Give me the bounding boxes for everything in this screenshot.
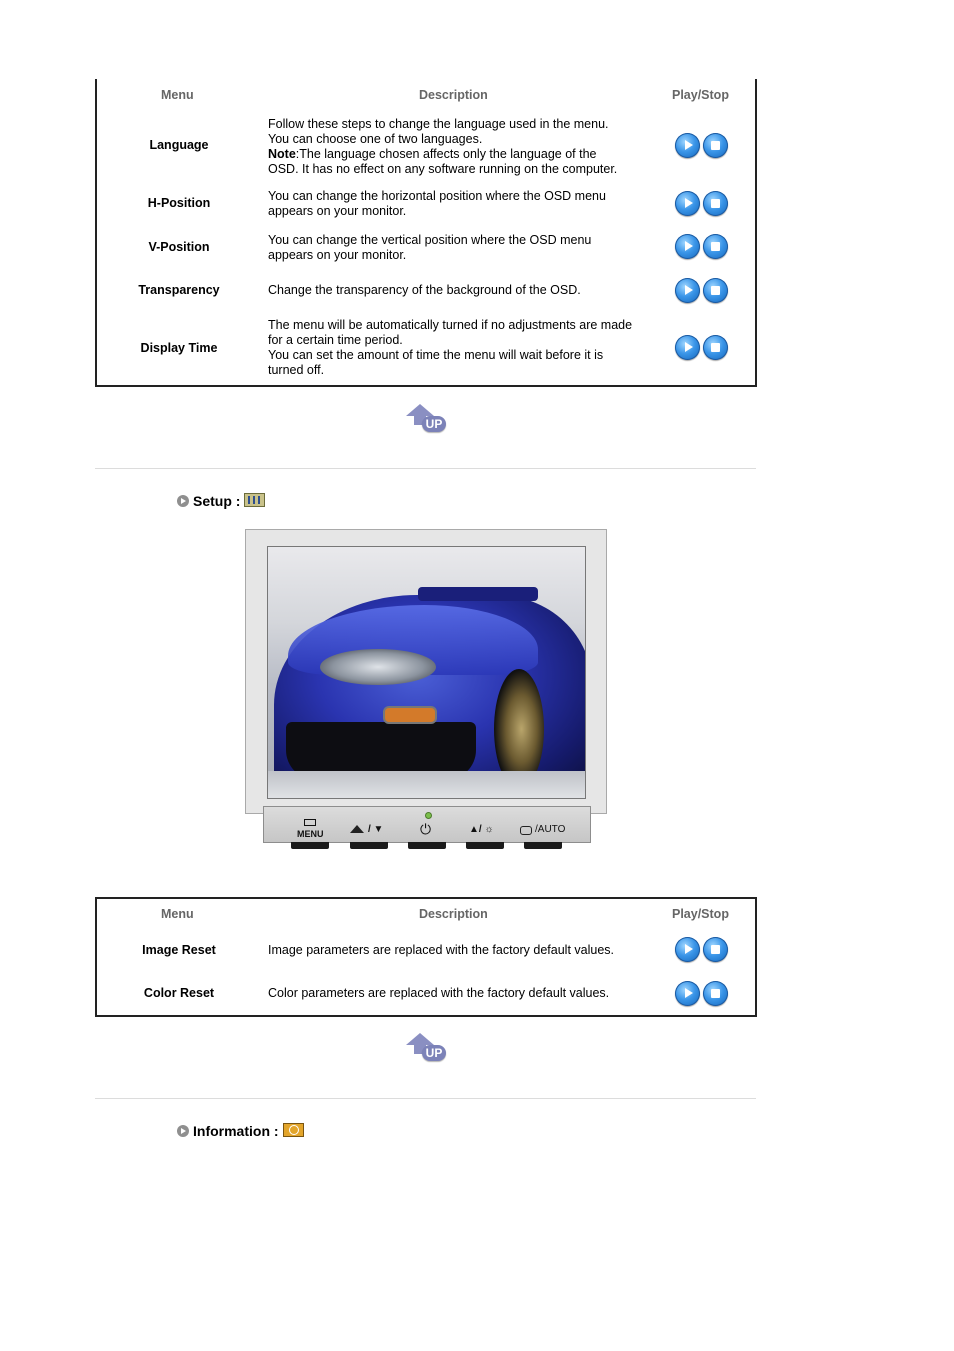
magic-bright-button-label: / ▼ xyxy=(368,824,384,835)
power-led xyxy=(425,812,432,819)
brightness-button-label: ▲/ ☼ xyxy=(469,824,494,835)
menu-button-label: MENU xyxy=(297,829,324,839)
stop-button[interactable] xyxy=(703,981,728,1006)
divider xyxy=(95,1098,756,1099)
monitor-illustration xyxy=(245,529,607,814)
divider xyxy=(95,468,756,469)
desc-display-time: The menu will be automatically turned if no adjustments are made for a certain time period. You can set the amount of time the menu will wait before it is turned off. xyxy=(268,318,633,377)
brightness-key[interactable] xyxy=(466,842,504,849)
stop-button[interactable] xyxy=(703,335,728,360)
header-play-stop: Play/Stop xyxy=(672,907,729,921)
stop-button[interactable] xyxy=(703,133,728,158)
menu-color-reset: Color Reset xyxy=(143,986,215,1000)
desc-language: Follow these steps to change the language used in the menu. You can choose one of two languages. Note:The language chosen affects only the language of the OSD. It has no effect on any software running on the computer. xyxy=(268,117,618,176)
auto-button-label: /AUTO xyxy=(535,824,566,835)
menu-key[interactable] xyxy=(291,842,329,849)
power-icon: ⏻ xyxy=(420,821,432,837)
enter-icon xyxy=(520,826,532,835)
desc-color-reset: Color parameters are replaced with the factory default values. xyxy=(268,986,610,1000)
setup-table xyxy=(95,897,757,1017)
auto-key[interactable] xyxy=(524,842,562,849)
desc-v-position: You can change the vertical position where the OSD menu appears on your monitor. xyxy=(268,233,592,262)
header-menu: Menu xyxy=(161,88,194,102)
information-icon xyxy=(283,1123,304,1137)
play-button[interactable] xyxy=(675,335,700,360)
arrow-circle-icon xyxy=(177,1125,189,1137)
back-to-top-link[interactable] xyxy=(406,404,448,434)
menu-image-reset: Image Reset xyxy=(142,943,216,957)
header-description: Description xyxy=(419,907,488,921)
desc-image-reset: Image parameters are replaced with the factory default values. xyxy=(268,943,615,957)
stop-button[interactable] xyxy=(703,191,728,216)
header-menu: Menu xyxy=(161,907,194,921)
power-key[interactable] xyxy=(408,842,446,849)
information-heading: Information : xyxy=(177,1122,304,1140)
magic-bright-icon xyxy=(350,825,364,833)
stop-button[interactable] xyxy=(703,937,728,962)
menu-language: Language xyxy=(149,138,209,152)
play-button[interactable] xyxy=(675,234,700,259)
h-position-controls xyxy=(675,191,733,217)
menu-transparency: Transparency xyxy=(138,283,220,297)
arrow-circle-icon xyxy=(177,495,189,507)
menu-display-time: Display Time xyxy=(140,341,218,355)
v-position-controls xyxy=(675,234,733,260)
language-controls xyxy=(675,133,733,159)
stop-button[interactable] xyxy=(703,278,728,303)
image-reset-controls xyxy=(675,937,733,963)
header-description: Description xyxy=(419,88,488,102)
play-button[interactable] xyxy=(675,191,700,216)
osd-settings-table xyxy=(95,79,757,387)
magic-bright-key[interactable] xyxy=(350,842,388,849)
menu-v-position: V-Position xyxy=(148,240,210,254)
color-reset-controls xyxy=(675,981,733,1007)
play-button[interactable] xyxy=(675,981,700,1006)
menu-icon xyxy=(304,819,316,826)
monitor-control-panel xyxy=(263,806,591,843)
transparency-controls xyxy=(675,278,733,304)
play-button[interactable] xyxy=(675,133,700,158)
desc-h-position: You can change the horizontal position where the OSD menu appears on your monitor. xyxy=(268,189,606,218)
up-badge: UP xyxy=(422,416,446,432)
display-time-controls xyxy=(675,335,733,361)
header-play-stop: Play/Stop xyxy=(672,88,729,102)
play-button[interactable] xyxy=(675,937,700,962)
stop-button[interactable] xyxy=(703,234,728,259)
setup-heading: Setup : xyxy=(177,492,265,510)
play-button[interactable] xyxy=(675,278,700,303)
desc-transparency: Change the transparency of the background of the OSD. xyxy=(268,283,581,297)
back-to-top-link[interactable] xyxy=(406,1033,448,1063)
up-badge: UP xyxy=(422,1045,446,1061)
note-label: Note xyxy=(268,147,296,161)
menu-h-position: H-Position xyxy=(147,196,211,210)
setup-icon xyxy=(244,493,265,507)
monitor-screen xyxy=(267,546,586,799)
